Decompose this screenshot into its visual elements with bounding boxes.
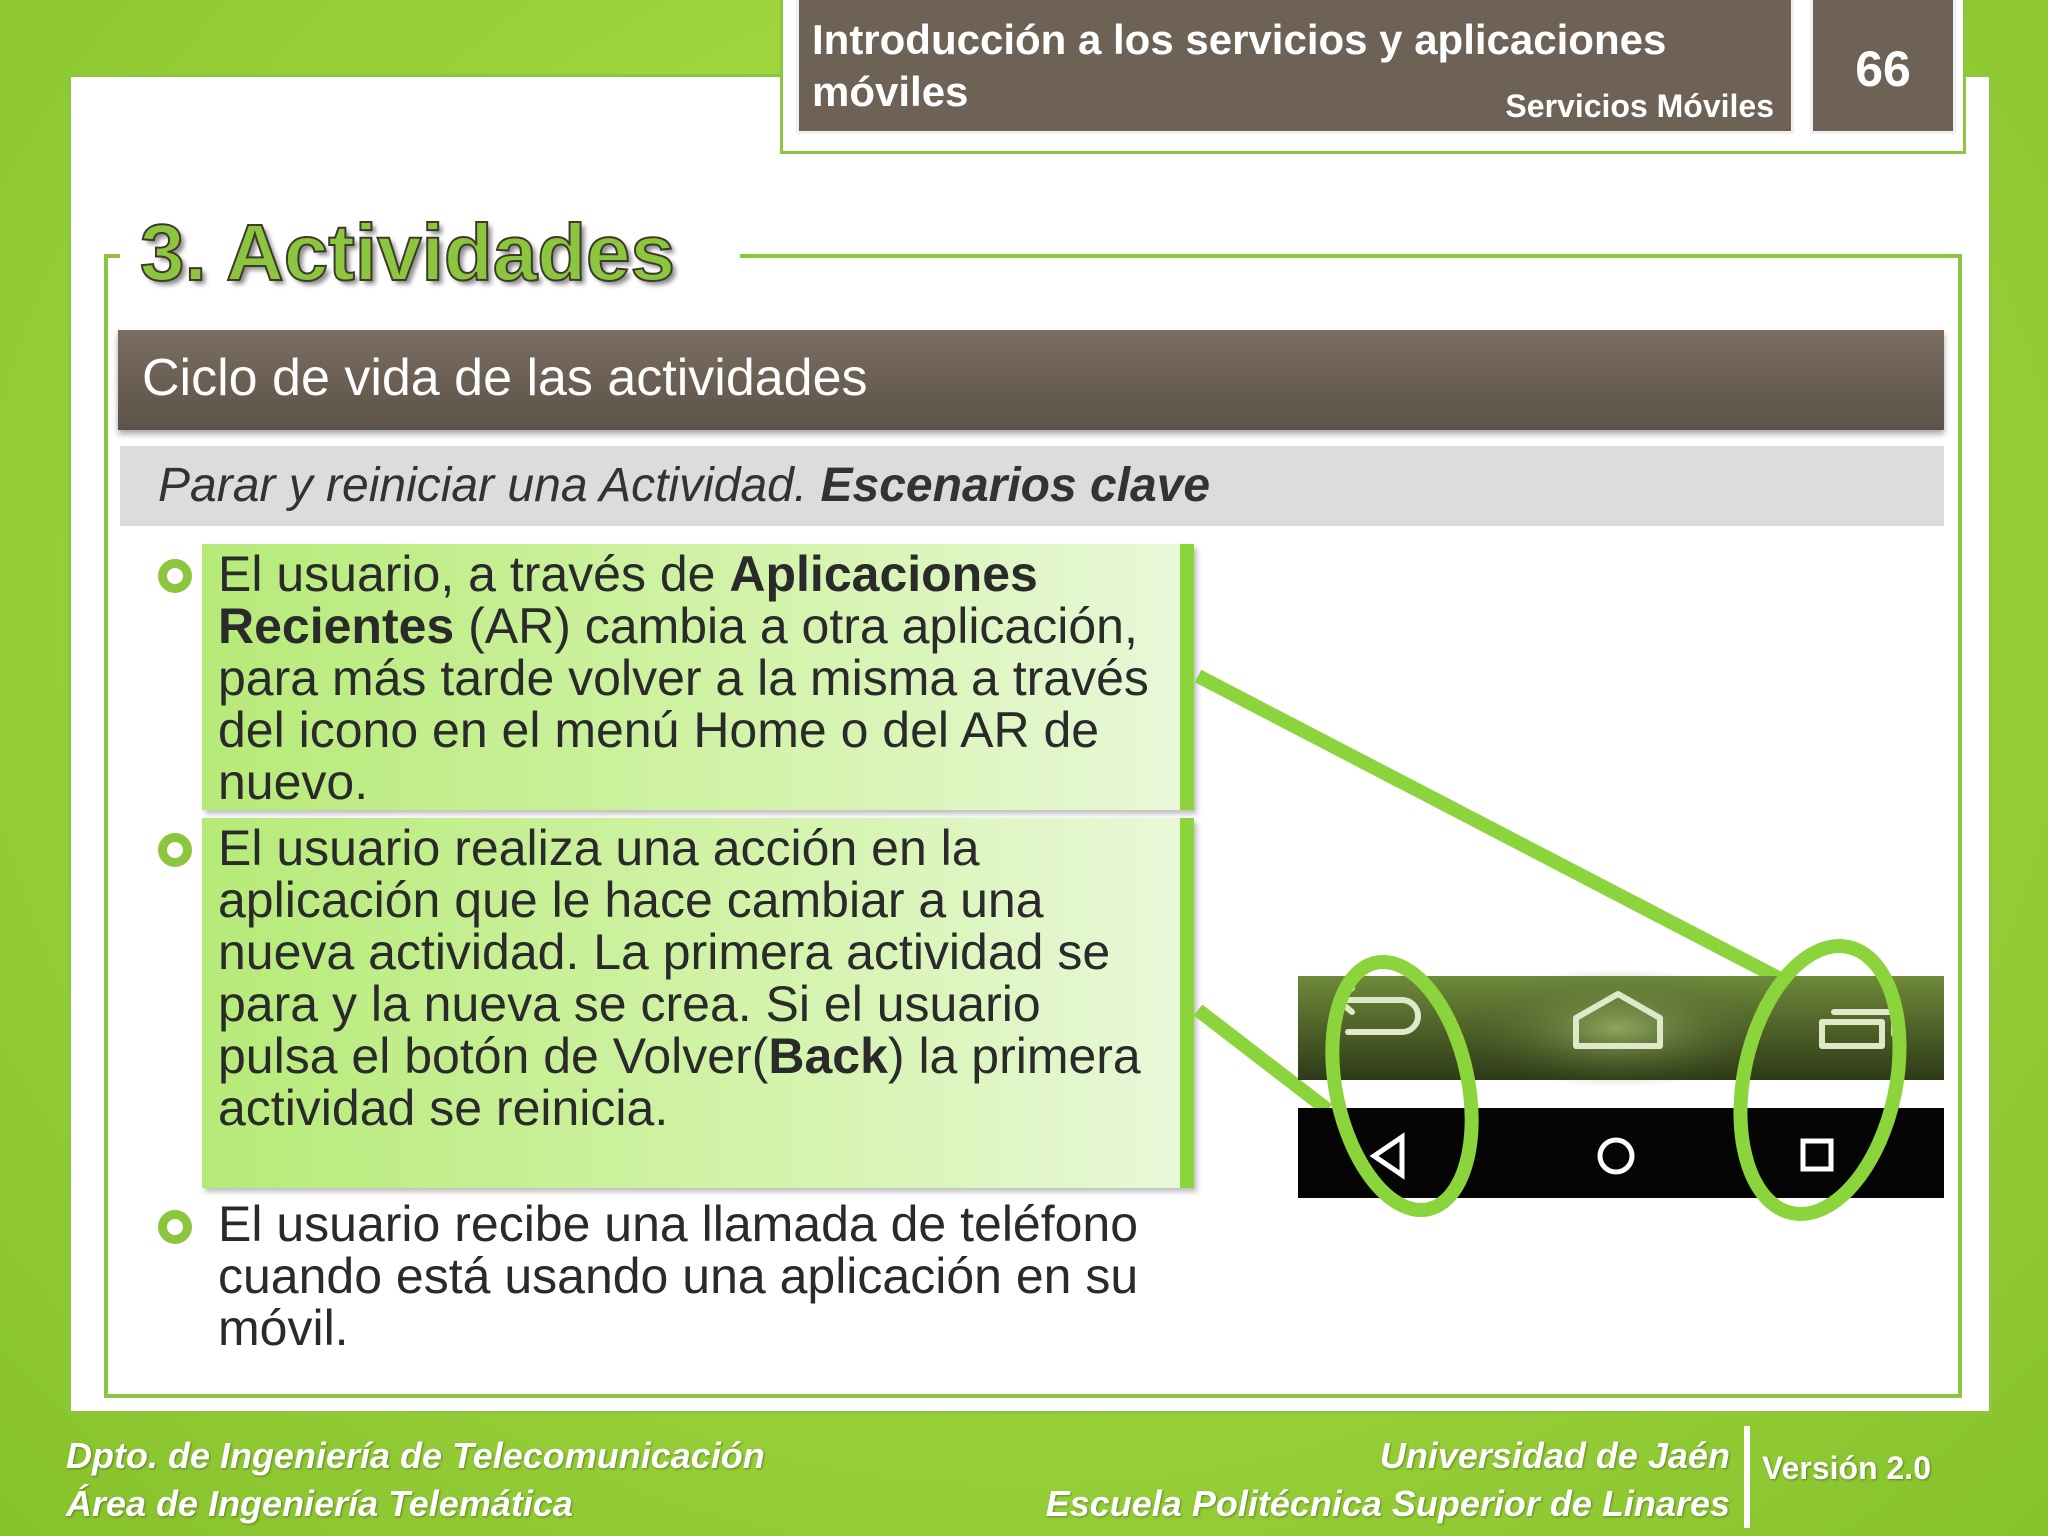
footer-dept-line1: Dpto. de Ingeniería de Telecomunicación xyxy=(66,1435,765,1476)
item-1-text: El usuario, a través de xyxy=(218,546,730,602)
footer-university xyxy=(1000,1432,1730,1528)
version-label: Versión 2.0 xyxy=(1762,1450,1931,1486)
footer-univ-line2: Escuela Politécnica Superior de Linares xyxy=(1045,1483,1730,1524)
footer-department xyxy=(66,1432,966,1528)
slide-subtitle: Ciclo de vida de las actividades xyxy=(142,349,868,407)
navbar-glow xyxy=(1468,968,1768,1088)
page-number: 66 xyxy=(1855,41,1911,97)
item-1-bold: Aplicaciones Recientes xyxy=(218,546,1038,654)
scenario-bold: Escenarios clave xyxy=(820,459,1211,512)
item-3-text: El usuario recibe una llamada de teléfono cuando está usando una aplicación en su móvil. xyxy=(218,1196,1139,1356)
course-subtitle: Servicios Móviles xyxy=(1505,88,1774,124)
course-title: Introducción a los servicios y aplicaciones móviles xyxy=(812,16,1667,115)
item-2-text: El usuario realiza una acción en la aplicación que le hace cambiar a una nueva actividad. La primera actividad se para y la nueva se crea. Si el usuario pulsa el botón de Volver( xyxy=(218,820,1111,1084)
item-1-text-end: (AR) cambia a otra aplicación, para más tarde volver a la misma a través del icono en el menú Home o del AR de nuevo. xyxy=(218,598,1149,810)
item-2-bold: Back xyxy=(768,1028,888,1084)
footer-univ-line1: Universidad de Jaén xyxy=(1379,1435,1730,1476)
connector-line-1 xyxy=(1198,676,1840,1010)
footer-dept-line2: Área de Ingeniería Telemática xyxy=(66,1483,573,1524)
footer-divider xyxy=(1744,1426,1750,1528)
item-2-text-end: ) la primera actividad se reinicia. xyxy=(218,1028,1141,1136)
scenario-prefix: Parar y reiniciar una Actividad. xyxy=(158,459,821,512)
section-title: 3. Actividades xyxy=(140,208,676,297)
